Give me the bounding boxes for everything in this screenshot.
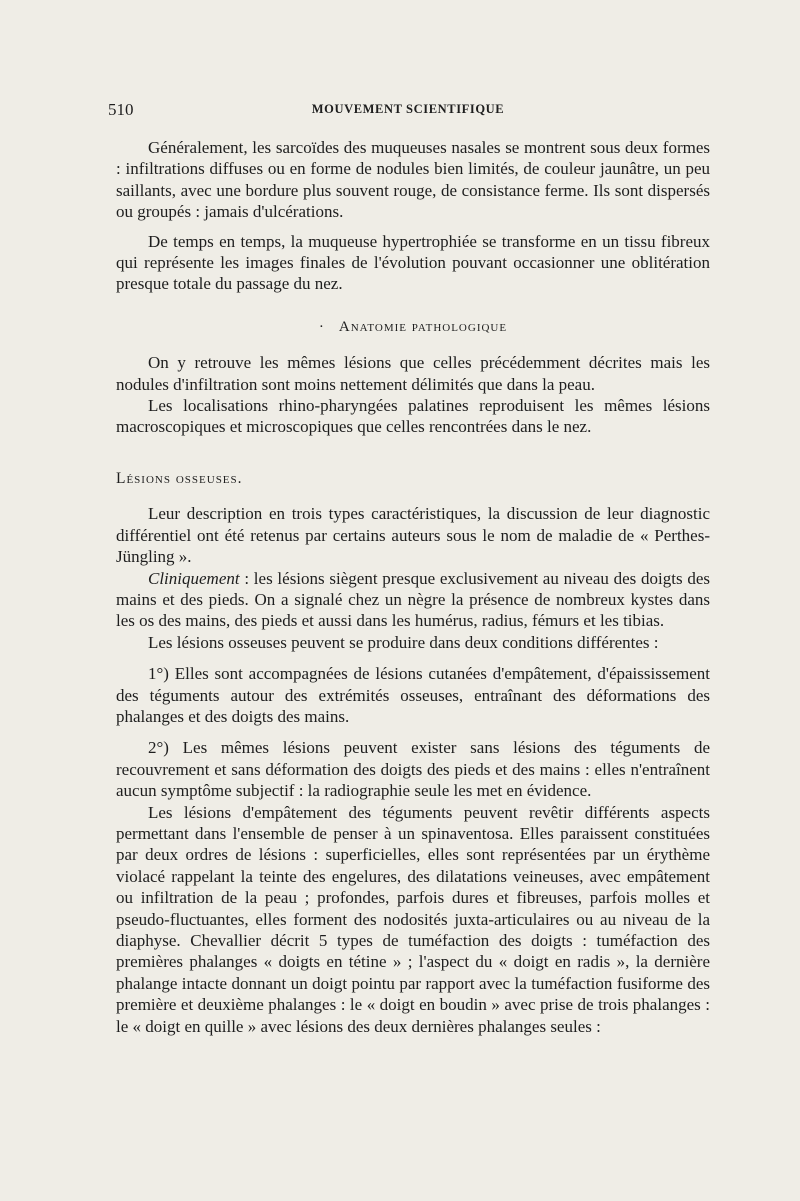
section-heading xyxy=(116,317,710,338)
paragraph: Les lésions d'empâtement des téguments peuvent revêtir différents aspects permettant dans l'ensemble de penser à un spinaventosa. Elles paraissent constituées par deux ordres de lésions : superficielles, elles sont représentées par un érythème violacé rappelant la teinte des engelures, des dilatations veineuses, avec empâtement ou infiltration de la peau ; profondes, parfois dures et fibreuses, parfois molles et pseudo-fluctuantes, elles forment des nodosités juxta-articulaires ou au niveau de la diaphyse. Chevallier décrit 5 types de tuméfaction des doigts : tuméfaction des premières phalanges « doigts en tétine » ; l'aspect du « doigt en radis », la dernière phalange intacte donnant un doigt pointu par rapport avec la tuméfaction fusiforme des première et deuxième phalanges : le « doigt en boudin » avec prise de trois phalanges : le « doigt en quille » avec lésions des deux dernières phalanges seules : xyxy=(116,802,710,1036)
paragraph xyxy=(116,568,710,632)
paragraph: Les localisations rhino-pharyngées palatines reproduisent les mêmes lésions macroscopiques et microscopiques que celles rencontrées dans le nez. xyxy=(116,396,710,437)
paragraph: De temps en temps, la muqueuse hypertrophiée se transforme en un tissu fibreux qui représente les images finales de l'évolution pouvant occasionner une oblitération presque totale du passage du nez. xyxy=(116,231,710,294)
page-body xyxy=(116,137,710,1037)
page-header xyxy=(108,100,708,122)
paragraph: Leur description en trois types caractéristiques, la discussion de leur diagnostic différentiel ont été retenus par certains auteurs sous le nom de maladie de « Perthes-Jüngling ». xyxy=(116,504,710,567)
page-number: 510 xyxy=(108,100,134,119)
paragraph-text: : les lésions siègent presque exclusivement au niveau des doigts des mains et des pieds. On a signalé chez un nègre la présence de nombreux kystes dans les os des mains, des pieds et aussi dans les humérus, radius, fémurs et les tibias. xyxy=(116,568,710,631)
italic-lead: Cliniquement xyxy=(148,568,240,588)
paragraph: 2°) Les mêmes lésions peuvent exister sans lésions des téguments de recouvrement et sans déformation des doigts des pieds et des mains : elles n'entraînent aucun symptôme subjectif : la radiographie seule les met en évidence. xyxy=(116,738,710,801)
paragraph: On y retrouve les mêmes lésions que celles précédemment décrites mais les nodules d'infiltration sont moins nettement délimités que dans la peau. xyxy=(116,353,710,394)
paragraph: Généralement, les sarcoïdes des muqueuses nasales se montrent sous deux formes : infiltrations diffuses ou en forme de nodules bien limités, de couleur jaunâtre, un peu saillants, avec une bordure plus souvent rouge, de consistance ferme. Ils sont dispersés ou groupés : jamais d'ulcérations. xyxy=(116,138,710,222)
section-marker: · xyxy=(318,318,325,335)
paragraph: 1°) Elles sont accompagnées de lésions cutanées d'empâtement, d'épaississement des téguments autour des extrémités osseuses, entraînant des déformations des phalanges et des doigts des mains. xyxy=(116,664,710,726)
paragraph: Les lésions osseuses peuvent se produire dans deux conditions différentes : xyxy=(148,632,659,652)
subsection-heading: Lésions osseuses. xyxy=(116,469,243,487)
running-title: MOUVEMENT SCIENTIFIQUE xyxy=(311,102,505,116)
section-title-text: Anatomie pathologique xyxy=(338,318,508,335)
